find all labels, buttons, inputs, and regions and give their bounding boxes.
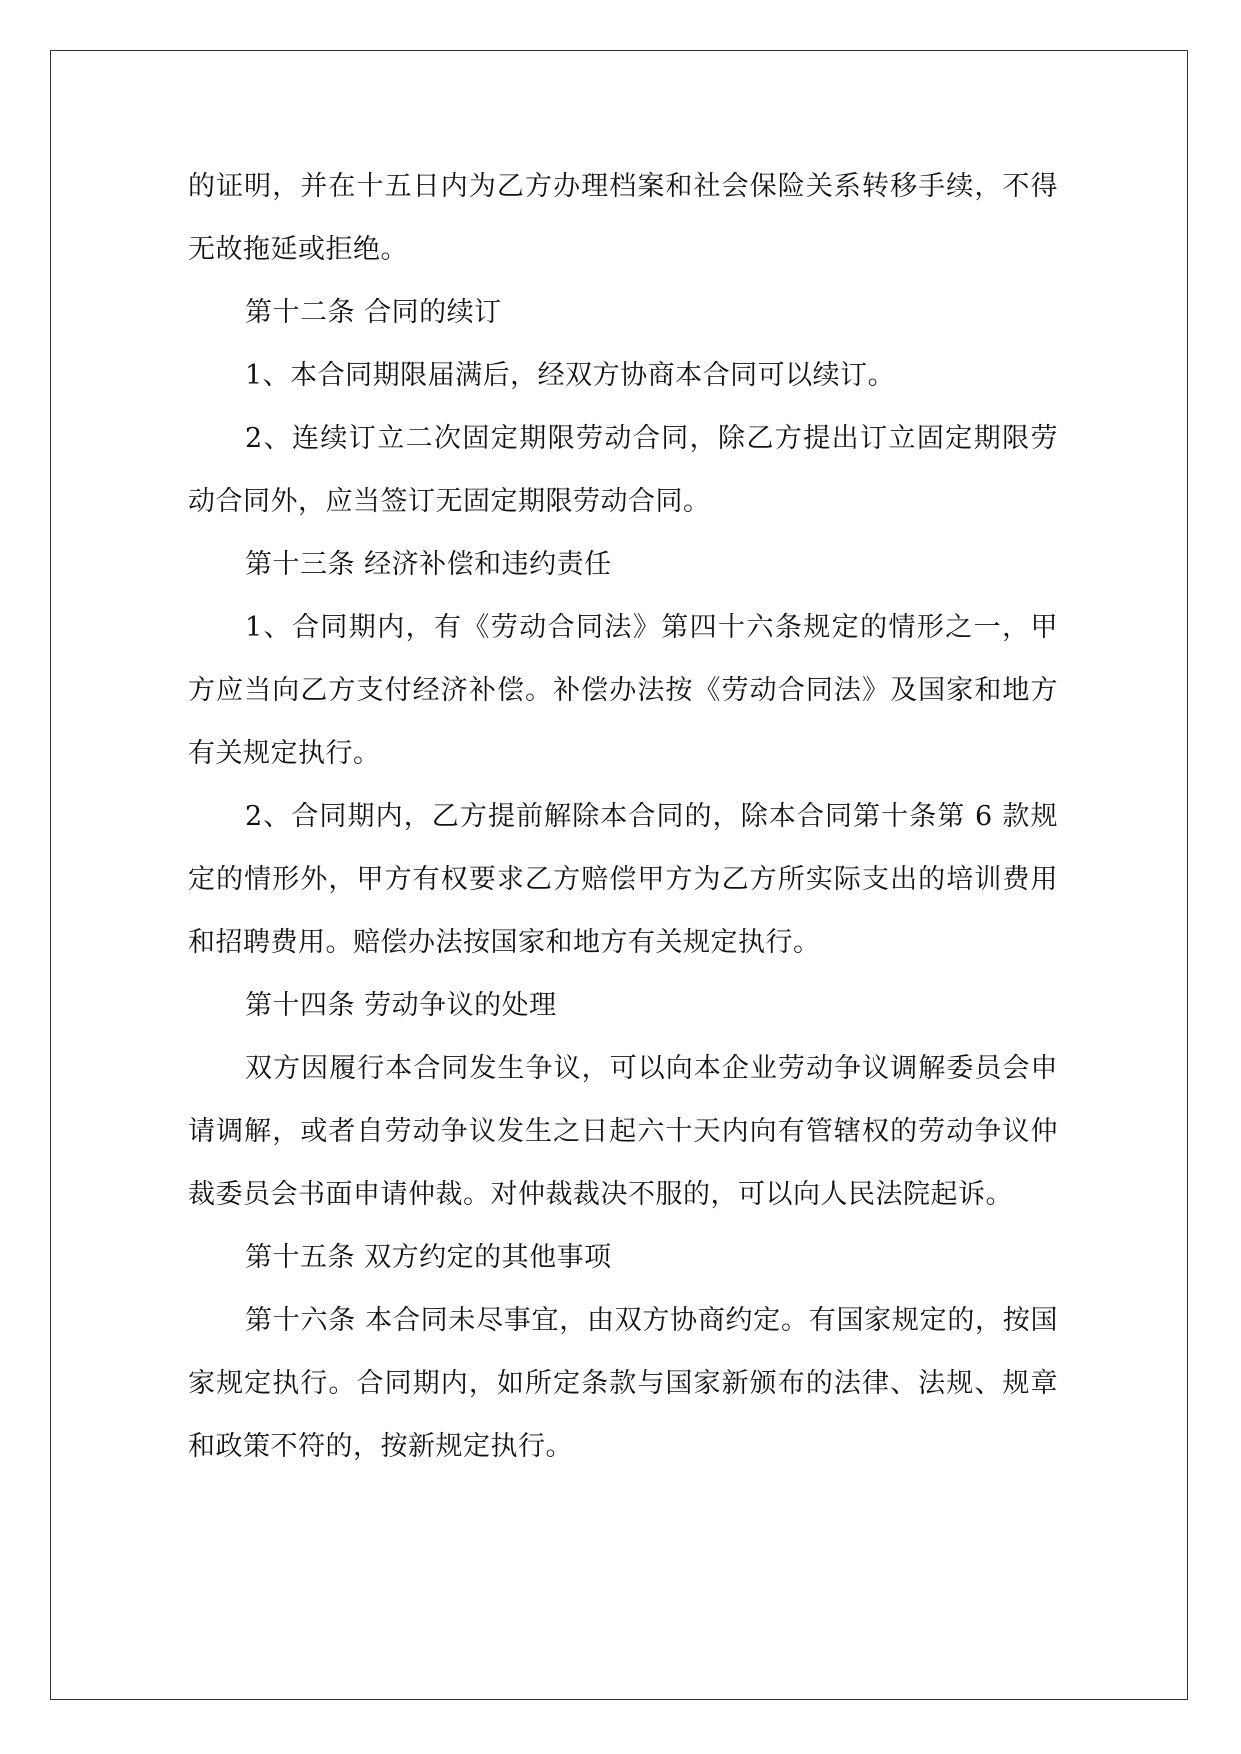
article-12-clause-1: 1、本合同期限届满后，经双方协商本合同可以续订。 xyxy=(245,360,896,391)
article-15-heading: 第十五条 双方约定的其他事项 xyxy=(245,1242,612,1273)
article-13-clause-2: 2、合同期内，乙方提前解除本合同的，除本合同第十条第 6 款规定的情形外，甲方有权要求乙方赔偿甲方为乙方所实际支出的培训费用和招聘费用。赔偿办法按国家和地方有关规定执行。 xyxy=(188,801,1058,958)
article-12-heading: 第十二条 合同的续订 xyxy=(245,297,502,328)
article-13-clause-1: 1、合同期内，有《劳动合同法》第四十六条规定的情形之一，甲方应当向乙方支付经济补偿。补偿办法按《劳动合同法》及国家和地方有关规定执行。 xyxy=(188,612,1058,769)
paragraph-continuation: 的证明，并在十五日内为乙方办理档案和社会保险关系转移手续，不得无故拖延或拒绝。 xyxy=(188,171,1058,265)
document-body xyxy=(188,155,1058,1478)
article-16-body: 第十六条 本合同未尽事宜，由双方协商约定。有国家规定的，按国家规定执行。合同期内，如所定条款与国家新颁布的法律、法规、规章和政策不符的，按新规定执行。 xyxy=(188,1305,1058,1462)
article-14-heading: 第十四条 劳动争议的处理 xyxy=(245,990,557,1021)
article-12-clause-2: 2、连续订立二次固定期限劳动合同，除乙方提出订立固定期限劳动合同外，应当签订无固定期限劳动合同。 xyxy=(188,423,1058,517)
article-14-body: 双方因履行本合同发生争议，可以向本企业劳动争议调解委员会申请调解，或者自劳动争议发生之日起六十天内向有管辖权的劳动争议仲裁委员会书面申请仲裁。对仲裁裁决不服的，可以向人民法院起诉。 xyxy=(188,1053,1058,1210)
article-13-heading: 第十三条 经济补偿和违约责任 xyxy=(245,549,612,580)
